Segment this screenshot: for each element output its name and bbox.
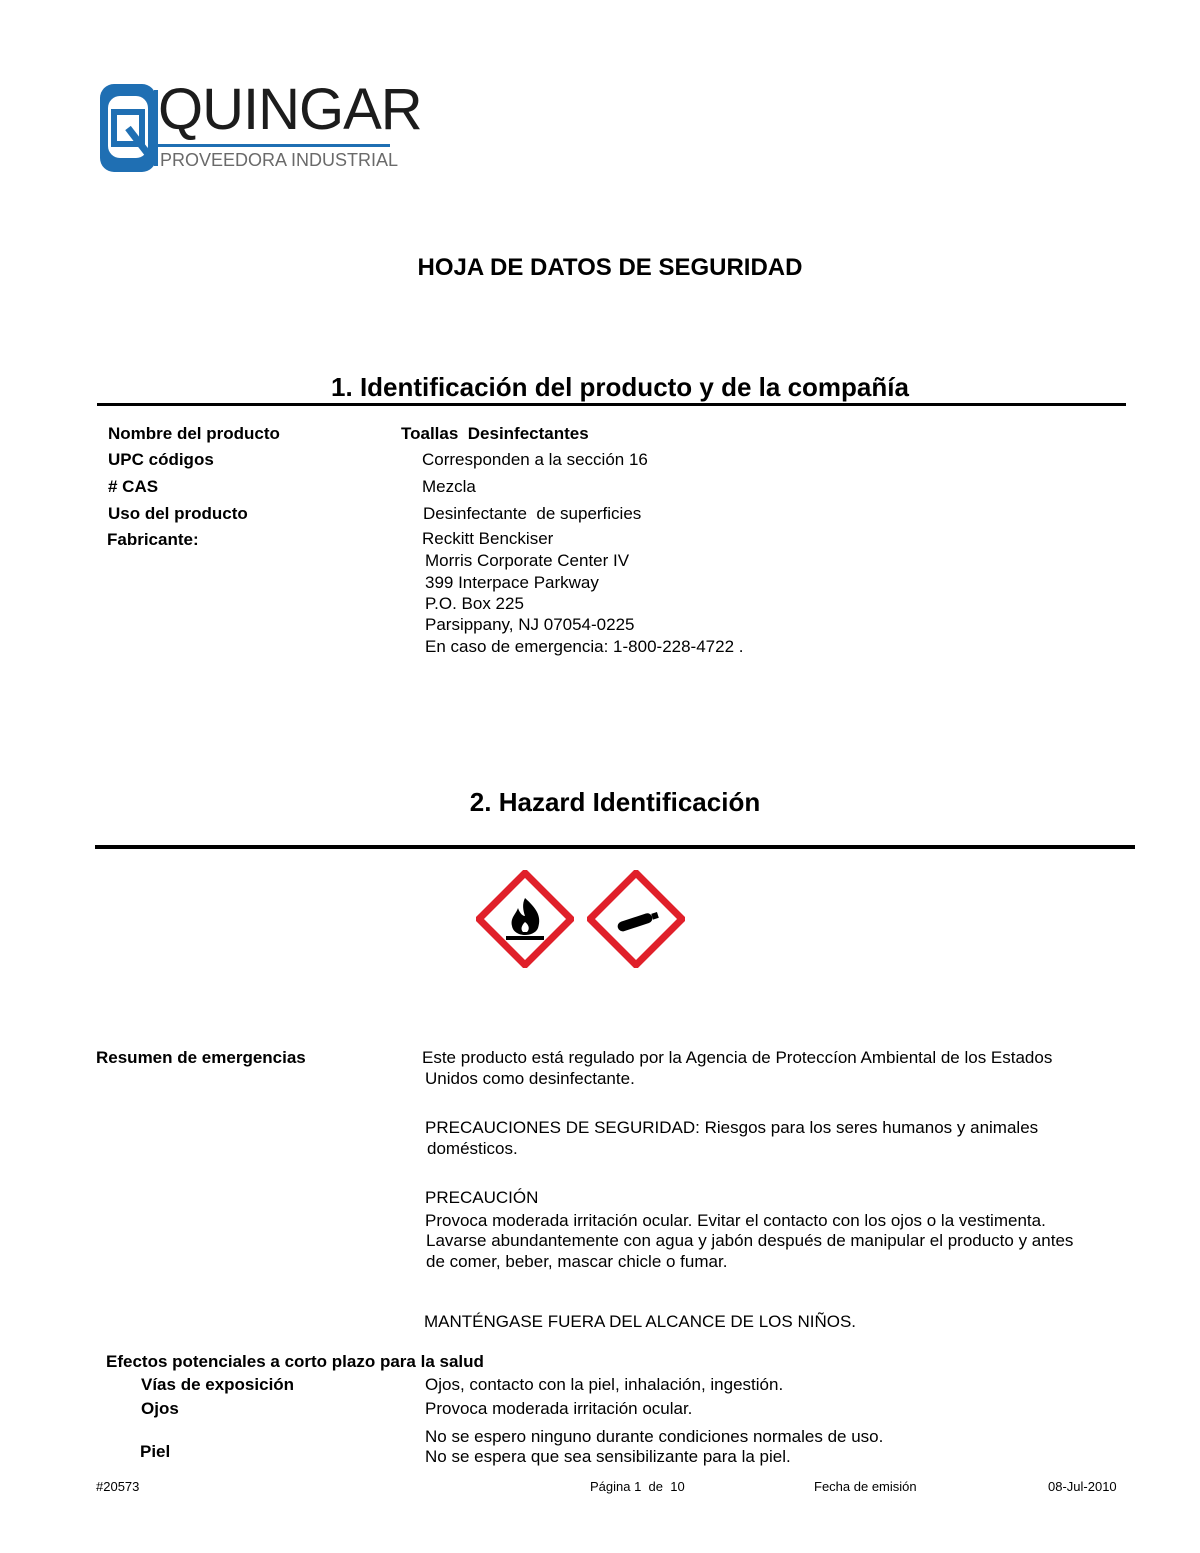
skin-value-line: No se espero ninguno durante condiciones normales de uso. — [425, 1427, 884, 1446]
upc-label: UPC códigos — [108, 450, 214, 469]
manufacturer-name: Reckitt Benckiser — [422, 529, 554, 548]
emergency-phone: En caso de emergencia: 1-800-228-4722 . — [425, 637, 744, 656]
product-use-value: Desinfectante de superficies — [423, 504, 642, 523]
cas-label: # CAS — [108, 477, 159, 496]
keep-away-children: MANTÉNGASE FUERA DEL ALCANCE DE LOS NIÑOS. — [424, 1312, 857, 1331]
caution-text-line: Lavarse abundantemente con agua y jabón después de manipular el producto y antes — [426, 1231, 1074, 1250]
section-1-heading: 1. Identificación del producto y de la compañía — [331, 372, 909, 402]
issue-date: 08-Jul-2010 — [1048, 1479, 1117, 1494]
product-use-label: Uso del producto — [108, 504, 248, 523]
cas-value: Mezcla — [422, 477, 476, 496]
caution-heading: PRECAUCIÓN — [425, 1188, 539, 1207]
page-number: Página 1 de 10 — [590, 1479, 685, 1494]
manufacturer-address-line: Morris Corporate Center IV — [425, 551, 630, 570]
gas-cylinder-icon — [587, 870, 685, 973]
company-logo — [98, 77, 422, 183]
upc-value: Corresponden a la sección 16 — [422, 450, 648, 469]
logo-company-name: QUINGAR — [158, 77, 422, 142]
document-title: HOJA DE DATOS DE SEGURIDAD — [417, 254, 803, 281]
emergency-text-line: Unidos como desinfectante. — [425, 1069, 635, 1088]
logo-tagline: PROVEEDORA INDUSTRIAL — [160, 150, 399, 170]
product-name-label: Nombre del producto — [108, 424, 280, 443]
manufacturer-address-line: Parsippany, NJ 07054-0225 — [425, 615, 635, 634]
manufacturer-label: Fabricante: — [107, 530, 199, 549]
flame-icon — [476, 870, 574, 973]
skin-value-line: No se espera que sea sensibilizante para la piel. — [425, 1447, 791, 1466]
product-name-value: Toallas Desinfectantes — [401, 424, 589, 443]
issue-date-label: Fecha de emisión — [814, 1479, 917, 1494]
safety-precautions-line: domésticos. — [427, 1139, 518, 1158]
exposure-routes-value: Ojos, contacto con la piel, inhalación, ingestión. — [425, 1375, 784, 1394]
exposure-routes-label: Vías de exposición — [141, 1375, 295, 1394]
section-1-rule — [97, 403, 1126, 406]
caution-text-line: de comer, beber, mascar chicle o fumar. — [426, 1252, 728, 1271]
eyes-value: Provoca moderada irritación ocular. — [425, 1399, 693, 1418]
caution-text-line: Provoca moderada irritación ocular. Evitar el contacto con los ojos o la vestimenta. — [425, 1211, 1046, 1230]
safety-precautions-line: PRECAUCIONES DE SEGURIDAD: Riesgos para los seres humanos y animales — [425, 1118, 1039, 1137]
logo-divider — [158, 144, 390, 147]
manufacturer-address-line: 399 Interpace Parkway — [425, 573, 599, 592]
document-number: #20573 — [96, 1479, 140, 1494]
emergency-summary-label: Resumen de emergencias — [96, 1048, 306, 1067]
health-effects-heading: Efectos potenciales a corto plazo para la salud — [106, 1352, 484, 1371]
skin-label: Piel — [140, 1442, 171, 1461]
section-2-heading: 2. Hazard Identificación — [469, 787, 761, 817]
eyes-label: Ojos — [141, 1399, 179, 1418]
manufacturer-address-line: P.O. Box 225 — [425, 594, 524, 613]
section-2-rule — [95, 845, 1135, 849]
emergency-text-line: Este producto está regulado por la Agencia de Proteccíon Ambiental de los Estados — [422, 1048, 1053, 1067]
